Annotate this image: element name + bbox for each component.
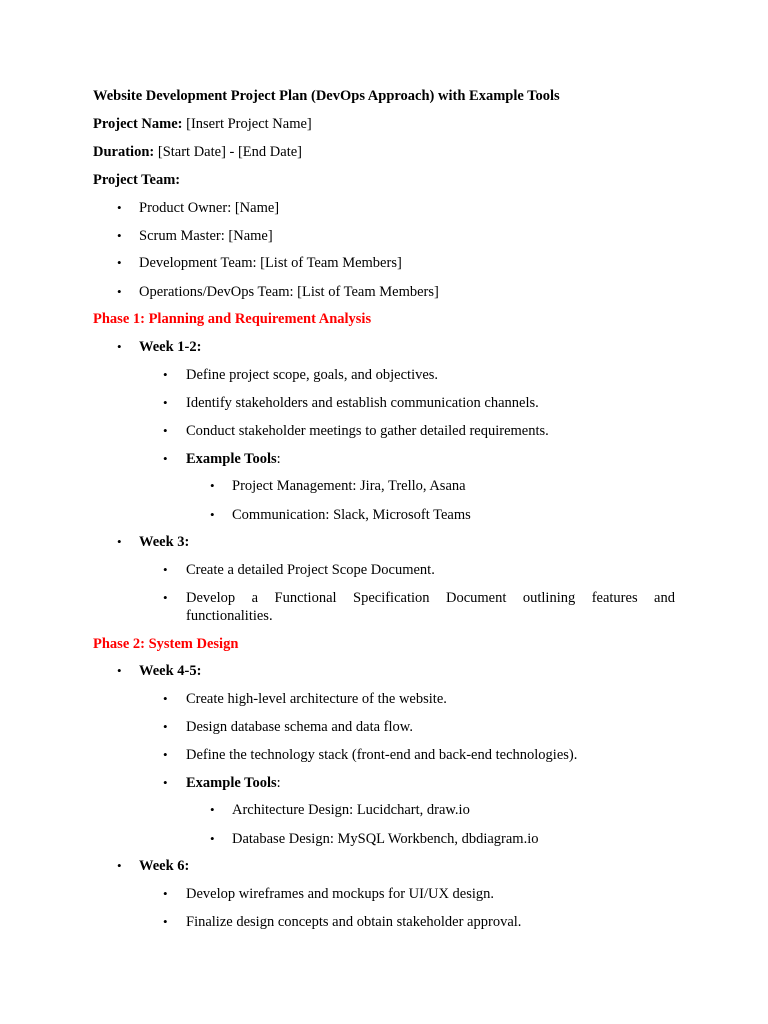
duration-value: [Start Date] - [End Date] bbox=[154, 144, 302, 160]
bullet-icon: • bbox=[117, 255, 122, 270]
bullet-icon: • bbox=[163, 719, 168, 734]
bullet-icon: • bbox=[117, 228, 122, 243]
example-tools-label: Example Tools bbox=[186, 451, 277, 467]
project-name-label: Project Name: bbox=[93, 116, 183, 132]
team-member-item: Scrum Master: [Name] bbox=[139, 228, 273, 244]
bullet-icon: • bbox=[163, 451, 168, 466]
bullet-icon: • bbox=[163, 395, 168, 410]
duration-label: Duration: bbox=[93, 144, 155, 160]
bullet-icon: • bbox=[163, 562, 168, 577]
bullet-icon: • bbox=[117, 284, 122, 299]
bullet-icon: • bbox=[163, 886, 168, 901]
task-item: Define project scope, goals, and objectives. bbox=[186, 367, 439, 383]
bullet-icon: • bbox=[163, 367, 168, 382]
bullet-icon: • bbox=[117, 200, 122, 215]
tool-item: Communication: Slack, Microsoft Teams bbox=[232, 507, 471, 523]
duration-line bbox=[93, 143, 302, 161]
week-label: Week 6: bbox=[139, 858, 190, 874]
bullet-icon: • bbox=[210, 831, 215, 846]
task-item: Create high-level architecture of the website. bbox=[186, 691, 447, 707]
example-tools-colon: : bbox=[276, 775, 281, 791]
week-label: Week 4-5: bbox=[139, 663, 202, 679]
task-item: Conduct stakeholder meetings to gather detailed requirements. bbox=[186, 423, 549, 439]
bullet-icon: • bbox=[163, 914, 168, 929]
task-item: Develop wireframes and mockups for UI/UX design. bbox=[186, 886, 495, 902]
bullet-icon: • bbox=[117, 534, 122, 549]
example-tools-line bbox=[186, 774, 281, 792]
task-item: Identify stakeholders and establish communication channels. bbox=[186, 395, 539, 411]
task-item: Define the technology stack (front-end and back-end technologies). bbox=[186, 747, 578, 763]
bullet-icon: • bbox=[163, 691, 168, 706]
bullet-icon: • bbox=[163, 590, 168, 605]
bullet-icon: • bbox=[117, 663, 122, 678]
tool-item: Architecture Design: Lucidchart, draw.io bbox=[232, 802, 470, 818]
bullet-icon: • bbox=[210, 478, 215, 493]
task-item: Develop a Functional Specification Document outlining features and bbox=[186, 590, 675, 606]
bullet-icon: • bbox=[117, 339, 122, 354]
project-team-label: Project Team: bbox=[93, 172, 181, 188]
example-tools-line bbox=[186, 450, 281, 468]
bullet-icon: • bbox=[210, 802, 215, 817]
bullet-icon: • bbox=[163, 775, 168, 790]
phase-1-heading: Phase 1: Planning and Requirement Analysis bbox=[93, 311, 372, 327]
tool-item: Database Design: MySQL Workbench, dbdiagram.io bbox=[232, 831, 539, 847]
bullet-icon: • bbox=[163, 423, 168, 438]
example-tools-colon: : bbox=[276, 451, 281, 467]
tool-item: Project Management: Jira, Trello, Asana bbox=[232, 478, 466, 494]
bullet-icon: • bbox=[163, 747, 168, 762]
bullet-icon: • bbox=[117, 858, 122, 873]
team-member-item: Development Team: [List of Team Members] bbox=[139, 255, 402, 271]
week-label: Week 3: bbox=[139, 534, 190, 550]
task-item: Create a detailed Project Scope Document. bbox=[186, 562, 435, 578]
phase-2-heading: Phase 2: System Design bbox=[93, 636, 239, 652]
task-item: Finalize design concepts and obtain stakeholder approval. bbox=[186, 914, 522, 930]
team-member-item: Product Owner: [Name] bbox=[139, 200, 280, 216]
task-item-continued: functionalities. bbox=[186, 608, 273, 624]
bullet-icon: • bbox=[210, 507, 215, 522]
project-name-line bbox=[93, 115, 312, 133]
document-title: Website Development Project Plan (DevOps Approach) with Example Tools bbox=[93, 88, 560, 104]
project-name-value: [Insert Project Name] bbox=[182, 116, 312, 132]
week-label: Week 1-2: bbox=[139, 339, 202, 355]
task-item: Design database schema and data flow. bbox=[186, 719, 413, 735]
team-member-item: Operations/DevOps Team: [List of Team Members] bbox=[139, 284, 439, 300]
example-tools-label: Example Tools bbox=[186, 775, 277, 791]
